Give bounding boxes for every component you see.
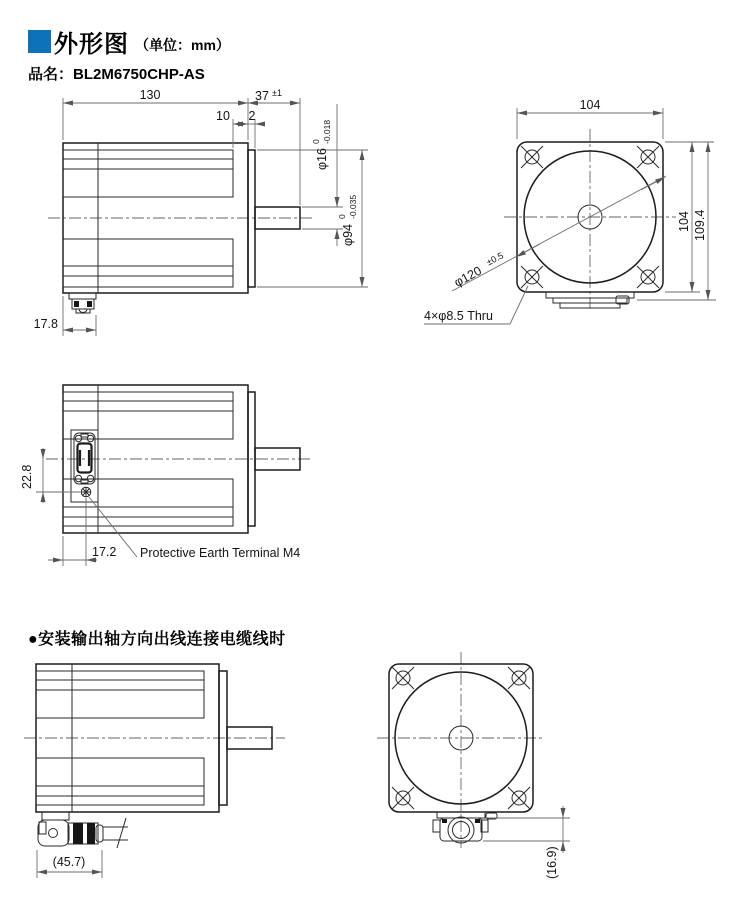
dim-shaft-dia-group (311, 120, 332, 170)
label-earth-terminal: Protective Earth Terminal M4 (140, 546, 301, 560)
dim-shaft-dia-tol-hi: 0 (311, 139, 321, 144)
cable-section-title: ●安装输出轴方向出线连接电缆线时 (28, 631, 286, 648)
bottom-connector (69, 293, 96, 313)
dim-cable-protrusion-front: (16.9) (545, 846, 559, 879)
dim-height-total: 109.4 (693, 209, 707, 241)
dim-shaft-dia-tol-lo: -0.018 (322, 119, 332, 144)
dim-cable-protrusion-side: (45.7) (52, 855, 86, 869)
dim-connector-offset: 17.8 (33, 317, 58, 331)
dim-height-group (677, 211, 691, 232)
front-view-drawing (424, 98, 716, 324)
dim-earth-offset-v-group (20, 465, 34, 489)
dim-bolt-circle-group (451, 250, 507, 289)
side-view-drawing (34, 88, 368, 336)
dim-shaft-length-tol: ±1 (272, 88, 282, 98)
terminal-view-drawing (20, 385, 312, 566)
cable-connector-front (433, 812, 497, 843)
dim-bolt-circle-tol: ±0.5 (484, 250, 506, 268)
dim-pilot-dia-group (337, 195, 358, 246)
dim-pilot-dia-tol-hi: 0 (337, 214, 347, 219)
dim-earth-offset-h: 17.2 (92, 545, 117, 559)
dim-earth-offset-v: 22.8 (20, 464, 34, 489)
dim-body-length: 130 (139, 88, 161, 102)
page-title: 外形图 (54, 31, 129, 58)
earth-terminal-screw (81, 487, 91, 497)
dim-cable-protrusion-front-group (545, 846, 559, 879)
dim-height-total-group (693, 210, 707, 241)
dim-shaft-dia: φ16 (315, 147, 329, 170)
label-bolt-holes: 4×φ8.5 Thru (424, 309, 493, 323)
product-label: 品名： (28, 66, 74, 83)
cable-front-view-drawing (377, 652, 570, 879)
dim-10: 10 (216, 109, 230, 123)
unit-note: （单位：mm） (135, 36, 230, 53)
cable-break-mark (117, 818, 126, 848)
dim-width: 104 (579, 98, 601, 112)
dim-height: 104 (677, 211, 691, 232)
dim-pilot-dia-tol-lo: -0.035 (348, 194, 358, 219)
cable-side-view-drawing (24, 664, 285, 878)
dim-pilot-dia: φ94 (341, 223, 355, 246)
cable-connector-assembly (38, 812, 128, 848)
dim-shaft-length: 37 (255, 89, 269, 103)
dim-2: 2 (248, 109, 256, 123)
dim-bolt-circle: φ120 (451, 263, 484, 290)
product-name: BL2M6750CHP-AS (73, 66, 205, 83)
